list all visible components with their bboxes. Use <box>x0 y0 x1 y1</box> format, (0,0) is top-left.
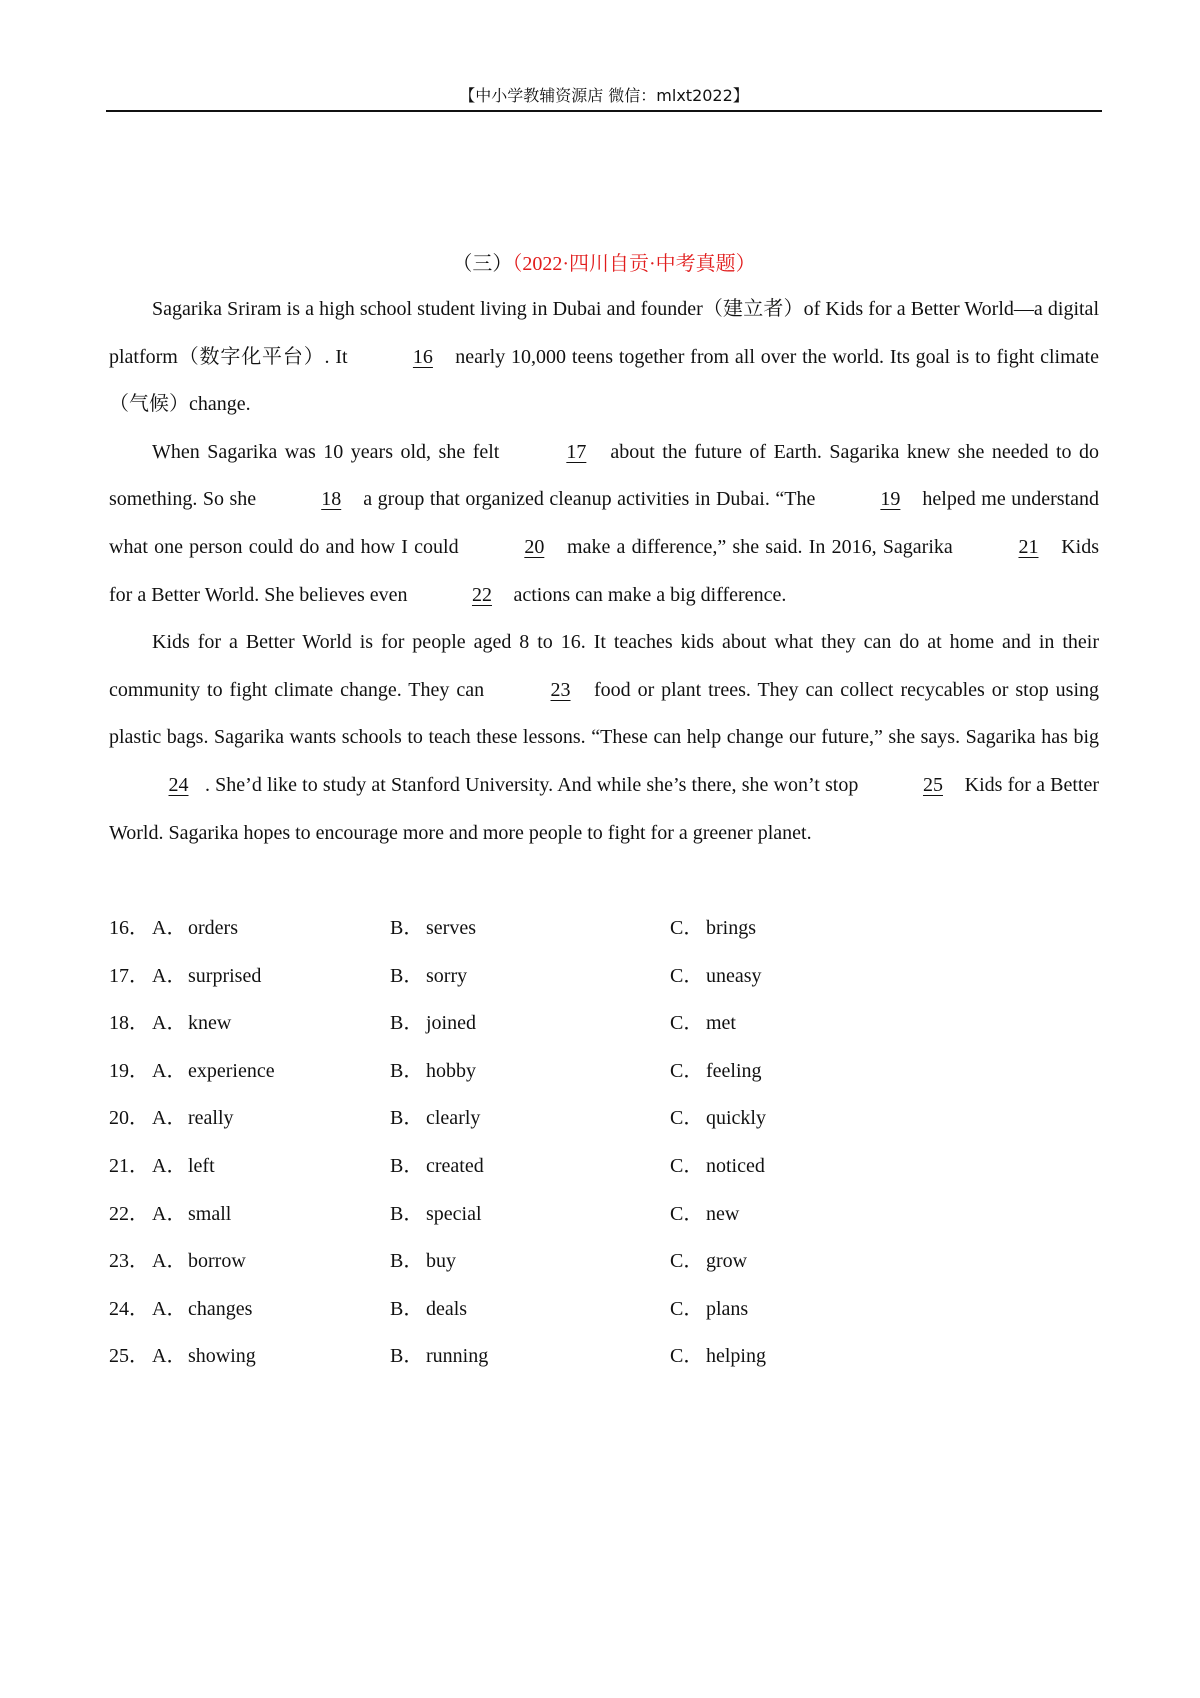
option-c <box>670 1095 766 1143</box>
option-letter: C． <box>670 964 704 987</box>
option-b <box>390 1048 476 1096</box>
option-text: hobby <box>426 1059 476 1082</box>
option-text: clearly <box>426 1107 481 1130</box>
cloze-passage <box>109 286 1099 857</box>
section-title <box>106 250 1102 278</box>
page-header: 【中小学教辅资源店 微信：mlxt2022】 <box>459 86 749 105</box>
option-text: really <box>188 1107 234 1130</box>
option-c <box>670 1333 766 1381</box>
question-row <box>109 1333 869 1381</box>
option-text: experience <box>188 1059 275 1082</box>
blank-24: 24 <box>168 773 189 796</box>
option-b <box>390 1095 480 1143</box>
option-text: small <box>188 1202 232 1225</box>
option-b <box>390 905 476 953</box>
option-letter: A． <box>152 917 187 939</box>
passage-text: When Sagarika was 10 years old, she felt <box>152 440 507 463</box>
option-letter: A． <box>152 1012 187 1035</box>
option-letter: A． <box>152 1107 187 1130</box>
blank-21: 21 <box>1018 535 1039 558</box>
question-number: 24． <box>109 1297 149 1320</box>
blank-20: 20 <box>524 535 545 558</box>
option-letter: A． <box>152 1345 187 1368</box>
question-row <box>109 953 869 1001</box>
option-letter: B． <box>390 1012 424 1035</box>
option-a <box>152 1286 252 1334</box>
option-letter: B． <box>390 1059 424 1082</box>
option-text: created <box>426 1154 484 1177</box>
option-text: running <box>426 1345 489 1368</box>
option-letter: B． <box>390 917 424 939</box>
question-number: 17． <box>109 964 149 987</box>
blank-22: 22 <box>471 583 492 606</box>
option-b <box>390 1000 476 1048</box>
option-c <box>670 1000 736 1048</box>
option-text: buy <box>426 1250 456 1273</box>
question-row <box>109 1191 869 1239</box>
option-letter: A． <box>152 1059 187 1082</box>
passage-text: nearly 10,000 teens together from all over the world. Its goal is to fight climate（气候）change. <box>109 345 1099 416</box>
passage-text: helped me understand what one person could do and how I could <box>109 488 1099 558</box>
option-b <box>390 1143 484 1191</box>
question-row <box>109 1048 869 1096</box>
option-letter: C． <box>670 1202 704 1225</box>
option-a <box>152 1191 231 1239</box>
header-divider <box>106 110 1102 112</box>
option-letter: B． <box>390 1345 424 1368</box>
passage-text: a group that organized cleanup activities in Dubai. “The <box>357 488 821 511</box>
question-row <box>109 1238 869 1286</box>
passage-paragraph-2 <box>109 429 1099 619</box>
option-a <box>152 1333 256 1381</box>
option-text: uneasy <box>706 964 762 987</box>
passage-text: . She’d like to study at Stanford University. And while she’s there, she won’t stop <box>205 773 864 796</box>
question-row <box>109 1143 869 1191</box>
blank-18: 18 <box>321 488 342 511</box>
option-text: brings <box>706 917 756 939</box>
option-c <box>670 1286 748 1334</box>
option-letter: A． <box>152 1250 187 1273</box>
option-text: special <box>426 1202 482 1225</box>
option-b <box>390 1333 488 1381</box>
blank-19: 19 <box>880 488 901 511</box>
passage-text: Kids for a Better World. Sagarika hopes to encourage more and more people to fight for a greener planet. <box>109 773 1099 844</box>
option-text: joined <box>426 1012 476 1035</box>
option-text: sorry <box>426 964 468 987</box>
blank-17: 17 <box>566 440 587 463</box>
option-letter: B． <box>390 1250 424 1273</box>
option-letter: C． <box>670 1297 704 1320</box>
option-letter: B． <box>390 964 424 987</box>
option-a <box>152 1095 234 1143</box>
option-a <box>152 1048 275 1096</box>
option-text: helping <box>706 1345 766 1368</box>
question-row <box>109 1095 869 1143</box>
question-number: 22． <box>109 1202 149 1225</box>
option-letter: A． <box>152 1154 187 1177</box>
option-letter: C． <box>670 1107 704 1130</box>
question-number: 20． <box>109 1107 149 1130</box>
option-text: surprised <box>188 964 262 987</box>
question-number: 18． <box>109 1012 149 1035</box>
option-letter: B． <box>390 1154 424 1177</box>
option-c <box>670 1238 747 1286</box>
blank-16: 16 <box>412 345 433 368</box>
passage-text: actions can make a big difference. <box>508 583 787 606</box>
option-text: changes <box>188 1297 253 1320</box>
option-text: knew <box>188 1012 232 1035</box>
option-letter: C． <box>670 1250 704 1273</box>
section-source: （2022·四川自贡·中考真题） <box>512 253 756 275</box>
blank-25: 25 <box>922 773 943 796</box>
option-letter: B． <box>390 1297 424 1320</box>
passage-text: food or plant trees. They can collect recycables or stop using plastic bags. Sagarika wants schools to teach these lessons. “These can help change our future,” she says. Sagarika has big <box>109 678 1099 749</box>
option-text: deals <box>426 1297 468 1320</box>
option-text: quickly <box>706 1107 766 1130</box>
option-text: showing <box>188 1345 256 1368</box>
section-number: （三） <box>452 253 513 275</box>
option-a <box>152 1143 215 1191</box>
question-number: 16． <box>109 917 149 939</box>
question-row <box>109 1000 869 1048</box>
question-number: 21． <box>109 1154 149 1177</box>
option-letter: C． <box>670 1154 704 1177</box>
passage-text: make a difference,” she said. In 2016, Sagarika <box>560 535 959 558</box>
option-letter: A． <box>152 1297 187 1320</box>
option-text: noticed <box>706 1154 765 1177</box>
passage-paragraph-1 <box>109 286 1099 429</box>
option-c <box>670 905 756 953</box>
question-row <box>109 905 869 953</box>
passage-text: Kids for a Better World. She believes even <box>109 535 1099 606</box>
question-row <box>109 1286 869 1334</box>
option-letter: C． <box>670 1059 704 1082</box>
passage-text: about the future of Earth. Sagarika knew she needed to do something. So she <box>109 440 1099 511</box>
option-letter: C． <box>670 1012 704 1035</box>
question-number: 23． <box>109 1250 149 1273</box>
option-text: new <box>706 1202 740 1225</box>
option-c <box>670 1048 762 1096</box>
passage-text: Kids for a Better World is for people aged 8 to 16. It teaches kids about what they can do at home and in their community to fight climate change. They can <box>109 631 1099 701</box>
option-a <box>152 905 238 953</box>
question-number: 19． <box>109 1059 149 1082</box>
option-text: plans <box>706 1297 749 1320</box>
question-number: 25． <box>109 1345 149 1368</box>
option-letter: A． <box>152 964 187 987</box>
option-text: feeling <box>706 1059 762 1082</box>
option-c <box>670 953 762 1001</box>
option-letter: C． <box>670 1345 704 1368</box>
option-b <box>390 1191 482 1239</box>
option-a <box>152 1000 231 1048</box>
option-letter: A． <box>152 1202 187 1225</box>
option-text: grow <box>706 1250 748 1273</box>
option-text: orders <box>188 917 238 939</box>
option-b <box>390 1238 456 1286</box>
passage-paragraph-3 <box>109 619 1099 857</box>
option-letter: B． <box>390 1107 424 1130</box>
option-letter: C． <box>670 917 704 939</box>
option-letter: B． <box>390 1202 424 1225</box>
option-text: met <box>706 1012 736 1035</box>
blank-23: 23 <box>550 678 571 701</box>
option-a <box>152 953 261 1001</box>
option-c <box>670 1191 739 1239</box>
option-b <box>390 1286 467 1334</box>
option-b <box>390 953 467 1001</box>
option-c <box>670 1143 765 1191</box>
option-text: serves <box>426 917 476 939</box>
option-a <box>152 1238 246 1286</box>
answer-options <box>109 905 869 1381</box>
option-text: left <box>188 1154 215 1177</box>
option-text: borrow <box>188 1250 246 1273</box>
passage-text: Sagarika Sriram is a high school student living in Dubai and founder（建立者）of Kids for a Better World—a digital platform（数字化平台）. It <box>109 298 1099 368</box>
